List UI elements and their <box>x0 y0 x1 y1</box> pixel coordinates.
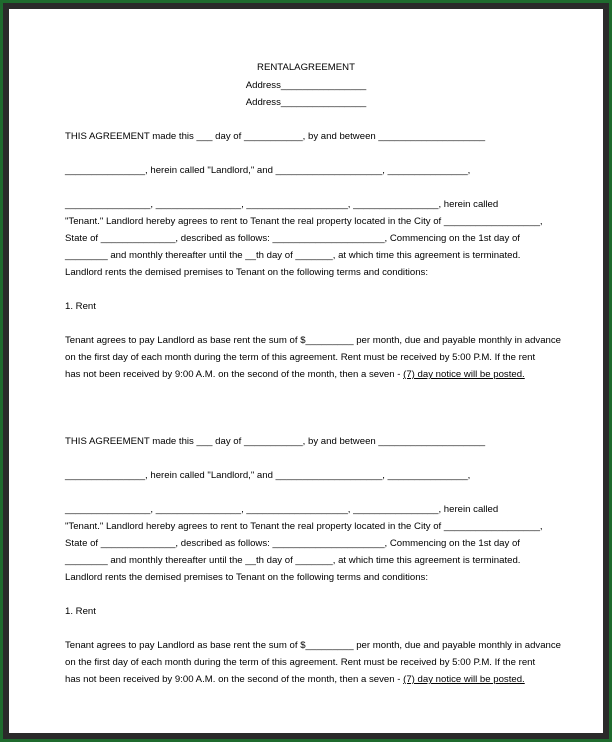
agreement-line: _______________, herein called "Landlord," and ____________________, _______________, <box>65 470 471 481</box>
address-line: Address________________ <box>245 97 367 108</box>
agreement-line: THIS AGREEMENT made this ___ day of ___________, by and between ____________________ <box>65 131 486 142</box>
window-frame <box>3 3 609 739</box>
agreement-line: THIS AGREEMENT made this ___ day of ___________, by and between ____________________ <box>65 436 486 447</box>
agreement-line: ________ and monthly thereafter until the __th day of _______, at which time this agreement is terminated. <box>65 555 521 566</box>
agreement-line: State of ______________, described as follows: _____________________, Commencing on the 1st day of <box>65 233 520 244</box>
address-line: Address________________ <box>245 80 367 91</box>
document-title: RENTALAGREEMENT <box>257 62 355 73</box>
section-heading: 1. Rent <box>65 301 96 312</box>
agreement-line: Landlord rents the demised premises to Tenant on the following terms and conditions: <box>65 572 428 583</box>
rent-line: Tenant agrees to pay Landlord as base rent the sum of $_________ per month, due and payable monthly in advance <box>65 640 562 651</box>
agreement-line: Landlord rents the demised premises to Tenant on the following terms and conditions: <box>65 267 428 278</box>
notice-text: (7) day notice will be posted. <box>403 369 525 380</box>
notice-text: (7) day notice will be posted. <box>403 674 525 685</box>
agreement-line: "Tenant." Landlord hereby agrees to rent to Tenant the real property located in the City of __________________, <box>65 521 543 532</box>
rent-line-text: has not been received by 9:00 A.M. on the second of the month, then a seven - <box>65 674 401 685</box>
rent-line: Tenant agrees to pay Landlord as base rent the sum of $_________ per month, due and payable monthly in advance <box>65 335 562 346</box>
rent-line: on the first day of each month during the term of this agreement. Rent must be received by 5:00 P.M. If the rent <box>65 657 536 668</box>
agreement-line: ________ and monthly thereafter until the __th day of _______, at which time this agreement is terminated. <box>65 250 521 261</box>
document-page <box>9 9 603 733</box>
agreement-line: State of ______________, described as follows: _____________________, Commencing on the 1st day of <box>65 538 520 549</box>
rent-line-text: has not been received by 9:00 A.M. on the second of the month, then a seven - <box>65 369 401 380</box>
rent-line: on the first day of each month during the term of this agreement. Rent must be received by 5:00 P.M. If the rent <box>65 352 536 363</box>
agreement-line: "Tenant." Landlord hereby agrees to rent to Tenant the real property located in the City of __________________, <box>65 216 543 227</box>
agreement-line: _______________, herein called "Landlord," and ____________________, _______________, <box>65 165 471 176</box>
section-heading: 1. Rent <box>65 606 96 617</box>
agreement-line: ________________, ________________, ___________________, ________________, herein called <box>65 199 499 210</box>
rent-line <box>65 369 525 381</box>
rent-line <box>65 674 525 686</box>
agreement-line: ________________, ________________, ___________________, ________________, herein called <box>65 504 499 515</box>
